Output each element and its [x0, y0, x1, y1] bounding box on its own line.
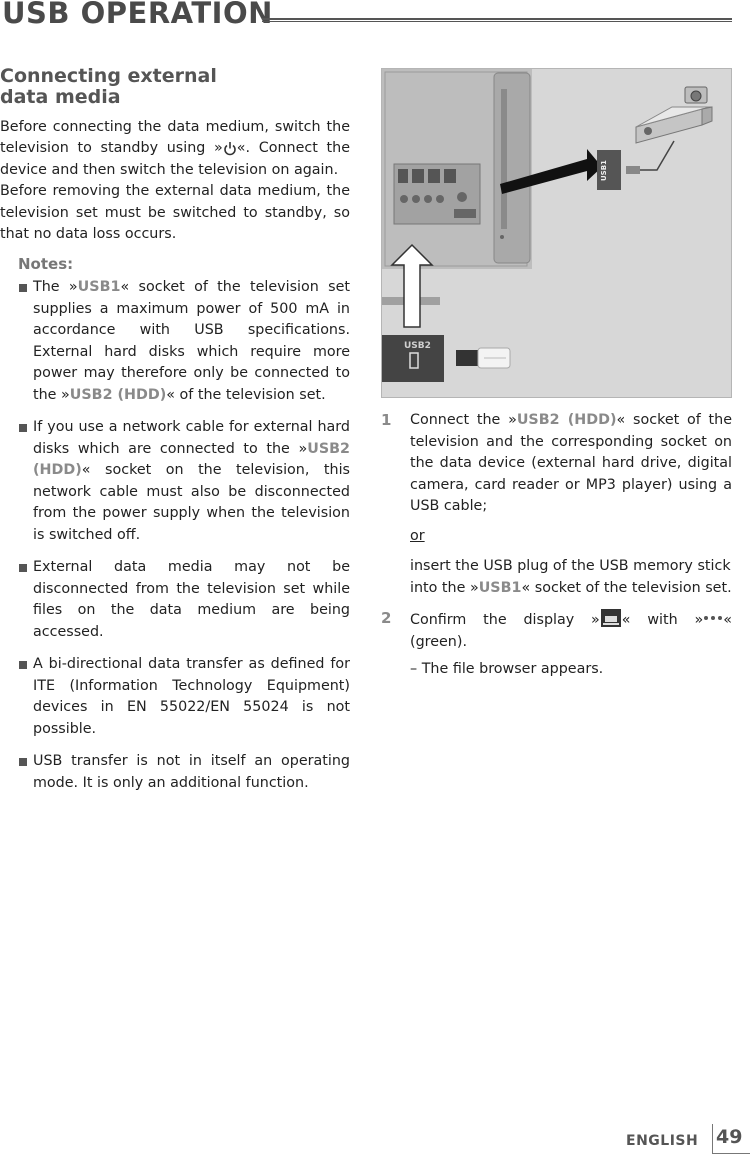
footer-underline	[712, 1153, 750, 1154]
step-text: « (green).	[410, 612, 732, 650]
page-number: 49	[716, 1126, 743, 1148]
note-item	[0, 654, 350, 740]
removal-paragraph: Before removing the external data medium, the television set must be switched to standby, so that no data loss occurs.	[0, 183, 350, 243]
step-text: Confirm the display »	[410, 612, 600, 628]
step-1	[381, 410, 732, 518]
footer-language: ENGLISH	[626, 1133, 699, 1149]
or-label: or	[410, 527, 425, 544]
keyword-usb2: USB2 (HDD)	[69, 386, 167, 403]
step-text: insert the USB plug of the USB memory stick into the »	[410, 558, 731, 596]
step-1-alternative	[381, 556, 732, 599]
section-title-line1: Connecting external	[0, 65, 217, 87]
note-text: « socket of the television set supplies a maximum power of 500 mA in accordance with USB specifications. External hard disks which require more power may therefore only be connected to the »	[33, 279, 350, 403]
step-text: Connect the »	[410, 412, 517, 428]
green-button-dots-icon	[703, 614, 723, 622]
step-text: « with »	[621, 612, 704, 628]
tv-side-ports	[494, 73, 530, 263]
note-text: External data media may not be disconnected from the television set while files on the data medium are being accessed.	[33, 559, 350, 640]
usb1-label: USB1	[600, 160, 608, 181]
bullet-square-icon	[19, 661, 27, 669]
step-2	[381, 608, 732, 653]
intro-paragraph	[0, 117, 350, 181]
right-column	[381, 410, 732, 681]
note-item	[0, 277, 350, 406]
step-text: « socket of the television set.	[521, 579, 732, 596]
usb-device-display-icon	[600, 608, 622, 628]
page-header-title: USB OPERATION	[2, 0, 273, 30]
usb-stick-plug	[456, 350, 478, 366]
note-text: USB transfer is not in itself an operating mode. It is only an additional function.	[33, 753, 350, 791]
usb-cable-plug	[626, 166, 640, 174]
keyword-usb2: USB2 (HDD)	[516, 412, 617, 428]
step-number: 1	[381, 411, 392, 429]
connection-illustration	[381, 68, 732, 398]
step-text: « socket of the television and the corresponding socket on the data device (external hard drive, digital camera, card reader or MP3 player) using a USB cable;	[410, 412, 732, 514]
note-text: If you use a network cable for external hard disks which are connected to the »	[33, 419, 350, 457]
usb-cable	[640, 141, 674, 170]
section-title	[0, 66, 350, 108]
step-2-result: – The file browser appears.	[410, 661, 604, 677]
intro-text-b: «. Connect the device and then switch the television on again.	[0, 140, 350, 178]
header-rule	[262, 18, 732, 22]
keyword-usb1: USB1	[77, 279, 121, 296]
section-title-line2: data media	[0, 86, 121, 108]
footer-divider	[712, 1124, 713, 1153]
note-item	[0, 751, 350, 794]
notes-heading: Notes:	[18, 255, 74, 274]
standby-power-icon	[223, 141, 237, 156]
bullet-square-icon	[19, 564, 27, 572]
note-text: The »	[33, 279, 78, 296]
note-item	[0, 557, 350, 643]
left-column	[0, 66, 350, 805]
bullet-square-icon	[19, 424, 27, 432]
intro-text-a: Before connecting the data medium, switch the television to standby using »	[0, 119, 350, 157]
note-text: « of the television set.	[166, 386, 326, 403]
usb2-label: USB2	[404, 341, 431, 351]
note-text: A bi-directional data transfer as defined for ITE (Information Technology Equipment) devices in EN 55022/EN 55024 is not possible.	[33, 656, 350, 737]
bullet-square-icon	[19, 758, 27, 766]
tv-back-panel-diagram	[382, 69, 731, 397]
bullet-square-icon	[19, 284, 27, 292]
keyword-usb1: USB1	[478, 579, 522, 596]
step-number: 2	[381, 609, 392, 627]
keyword-usb2: USB2 (HDD)	[33, 440, 350, 479]
note-text: « socket on the television, this network cable must also be disconnected from the power supply when the television is switched off.	[33, 462, 350, 543]
note-item	[0, 417, 350, 546]
